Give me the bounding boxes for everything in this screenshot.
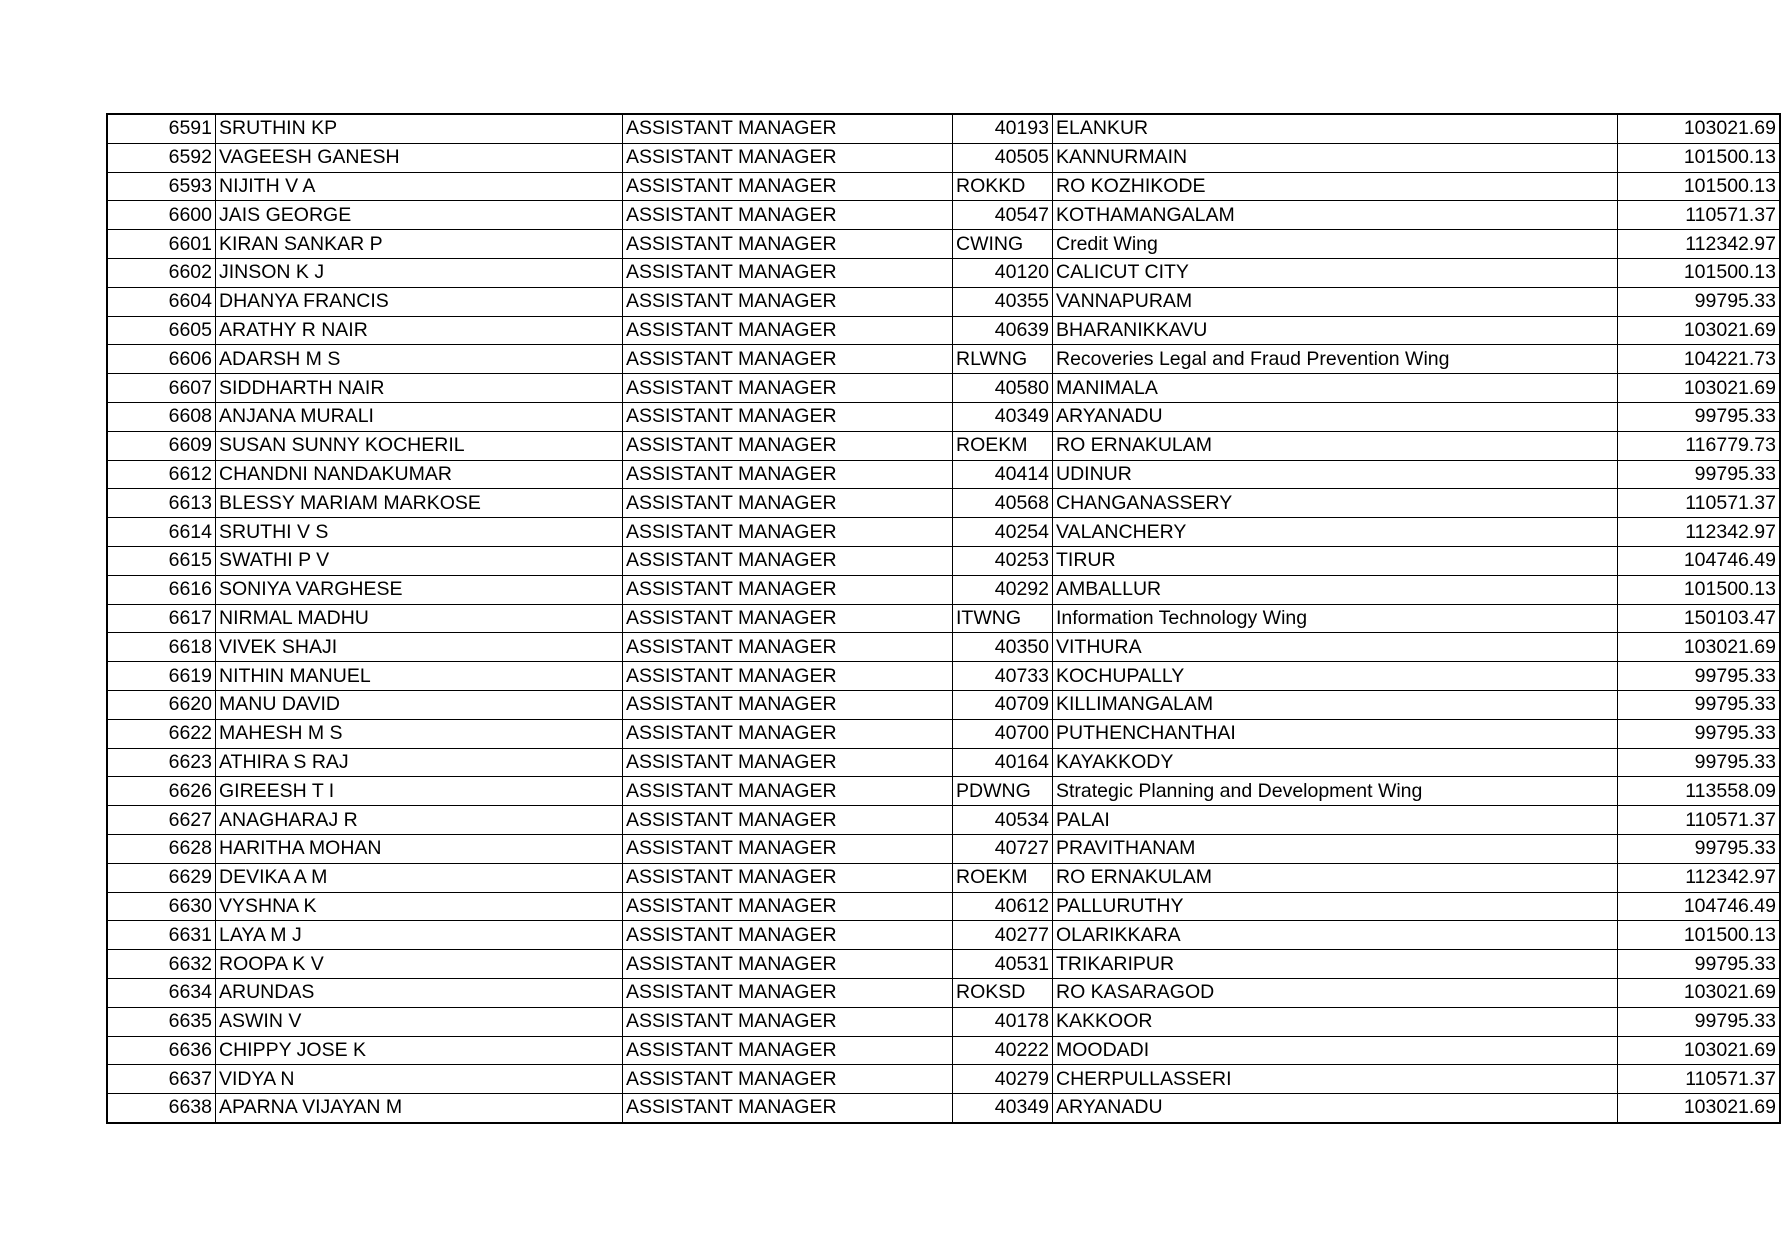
branch-code-cell: 40349	[953, 1094, 1053, 1123]
designation-cell: ASSISTANT MANAGER	[623, 690, 953, 719]
employee-number-cell: 6607	[107, 374, 216, 403]
amount-cell: 99795.33	[1618, 834, 1781, 863]
employee-number-cell: 6628	[107, 834, 216, 863]
designation-cell: ASSISTANT MANAGER	[623, 201, 953, 230]
employee-name-cell: SRUTHI V S	[216, 518, 623, 547]
employee-number-cell: 6613	[107, 489, 216, 518]
table-row	[107, 892, 1780, 921]
designation-cell: ASSISTANT MANAGER	[623, 863, 953, 892]
table-row	[107, 518, 1780, 547]
branch-code-cell: 40534	[953, 806, 1053, 835]
employee-name-cell: HARITHA MOHAN	[216, 834, 623, 863]
employee-number-cell: 6630	[107, 892, 216, 921]
designation-cell: ASSISTANT MANAGER	[623, 114, 953, 143]
branch-code-cell: 40709	[953, 690, 1053, 719]
branch-name-cell: KOTHAMANGALAM	[1053, 201, 1618, 230]
employee-number-cell: 6593	[107, 172, 216, 201]
branch-name-cell: Credit Wing	[1053, 230, 1618, 259]
employee-number-cell: 6615	[107, 546, 216, 575]
employee-number-cell: 6605	[107, 316, 216, 345]
designation-cell: ASSISTANT MANAGER	[623, 892, 953, 921]
employee-name-cell: ARATHY R NAIR	[216, 316, 623, 345]
designation-cell: ASSISTANT MANAGER	[623, 374, 953, 403]
branch-code-cell: 40254	[953, 518, 1053, 547]
table-row	[107, 777, 1780, 806]
designation-cell: ASSISTANT MANAGER	[623, 546, 953, 575]
designation-cell: ASSISTANT MANAGER	[623, 921, 953, 950]
employee-name-cell: ASWIN V	[216, 1007, 623, 1036]
branch-name-cell: Strategic Planning and Development Wing	[1053, 777, 1618, 806]
employee-name-cell: NITHIN MANUEL	[216, 662, 623, 691]
branch-code-cell: 40414	[953, 460, 1053, 489]
employee-name-cell: SIDDHARTH NAIR	[216, 374, 623, 403]
employee-number-cell: 6626	[107, 777, 216, 806]
employee-name-cell: ROOPA K V	[216, 950, 623, 979]
table-row	[107, 287, 1780, 316]
branch-name-cell: CALICUT CITY	[1053, 258, 1618, 287]
table-row	[107, 662, 1780, 691]
branch-code-cell: 40164	[953, 748, 1053, 777]
employee-name-cell: KIRAN SANKAR P	[216, 230, 623, 259]
employee-number-cell: 6620	[107, 690, 216, 719]
branch-code-cell: 40279	[953, 1065, 1053, 1094]
branch-code-cell: ITWNG	[953, 604, 1053, 633]
employee-name-cell: JINSON K J	[216, 258, 623, 287]
branch-code-cell: 40505	[953, 143, 1053, 172]
table-row	[107, 806, 1780, 835]
branch-name-cell: OLARIKKARA	[1053, 921, 1618, 950]
designation-cell: ASSISTANT MANAGER	[623, 489, 953, 518]
employee-name-cell: SWATHI P V	[216, 546, 623, 575]
amount-cell: 113558.09	[1618, 777, 1781, 806]
amount-cell: 110571.37	[1618, 489, 1781, 518]
branch-code-cell: 40253	[953, 546, 1053, 575]
amount-cell: 104221.73	[1618, 345, 1781, 374]
branch-name-cell: MANIMALA	[1053, 374, 1618, 403]
employee-number-cell: 6632	[107, 950, 216, 979]
designation-cell: ASSISTANT MANAGER	[623, 719, 953, 748]
employee-name-cell: NIJITH V A	[216, 172, 623, 201]
table-row	[107, 575, 1780, 604]
table-row	[107, 546, 1780, 575]
branch-name-cell: VALANCHERY	[1053, 518, 1618, 547]
employee-name-cell: ATHIRA S RAJ	[216, 748, 623, 777]
employee-number-cell: 6608	[107, 402, 216, 431]
table-row	[107, 230, 1780, 259]
branch-code-cell: CWING	[953, 230, 1053, 259]
employee-name-cell: VIVEK SHAJI	[216, 633, 623, 662]
designation-cell: ASSISTANT MANAGER	[623, 431, 953, 460]
branch-code-cell: 40547	[953, 201, 1053, 230]
table-row	[107, 978, 1780, 1007]
designation-cell: ASSISTANT MANAGER	[623, 1036, 953, 1065]
branch-code-cell: 40292	[953, 575, 1053, 604]
amount-cell: 99795.33	[1618, 1007, 1781, 1036]
branch-code-cell: 40612	[953, 892, 1053, 921]
amount-cell: 116779.73	[1618, 431, 1781, 460]
employee-name-cell: JAIS GEORGE	[216, 201, 623, 230]
table-row	[107, 863, 1780, 892]
designation-cell: ASSISTANT MANAGER	[623, 1094, 953, 1123]
branch-name-cell: KAKKOOR	[1053, 1007, 1618, 1036]
employee-number-cell: 6618	[107, 633, 216, 662]
employee-number-cell: 6627	[107, 806, 216, 835]
amount-cell: 112342.97	[1618, 230, 1781, 259]
employee-number-cell: 6616	[107, 575, 216, 604]
amount-cell: 99795.33	[1618, 662, 1781, 691]
branch-name-cell: RO ERNAKULAM	[1053, 431, 1618, 460]
amount-cell: 110571.37	[1618, 806, 1781, 835]
employee-name-cell: DEVIKA A M	[216, 863, 623, 892]
branch-code-cell: ROKSD	[953, 978, 1053, 1007]
table-row	[107, 690, 1780, 719]
employee-number-cell: 6604	[107, 287, 216, 316]
employee-number-cell: 6591	[107, 114, 216, 143]
designation-cell: ASSISTANT MANAGER	[623, 402, 953, 431]
table-row	[107, 201, 1780, 230]
table-row	[107, 114, 1780, 143]
amount-cell: 103021.69	[1618, 633, 1781, 662]
employee-name-cell: MAHESH M S	[216, 719, 623, 748]
employee-number-cell: 6592	[107, 143, 216, 172]
branch-name-cell: Information Technology Wing	[1053, 604, 1618, 633]
employee-name-cell: VAGEESH GANESH	[216, 143, 623, 172]
branch-name-cell: PUTHENCHANTHAI	[1053, 719, 1618, 748]
designation-cell: ASSISTANT MANAGER	[623, 575, 953, 604]
branch-name-cell: RO KASARAGOD	[1053, 978, 1618, 1007]
designation-cell: ASSISTANT MANAGER	[623, 1007, 953, 1036]
branch-code-cell: 40193	[953, 114, 1053, 143]
branch-name-cell: MOODADI	[1053, 1036, 1618, 1065]
table-row	[107, 489, 1780, 518]
table-row	[107, 143, 1780, 172]
amount-cell: 103021.69	[1618, 316, 1781, 345]
branch-code-cell: RLWNG	[953, 345, 1053, 374]
branch-name-cell: ARYANADU	[1053, 1094, 1618, 1123]
branch-code-cell: ROEKM	[953, 863, 1053, 892]
employee-number-cell: 6606	[107, 345, 216, 374]
branch-code-cell: 40355	[953, 287, 1053, 316]
employee-name-cell: CHANDNI NANDAKUMAR	[216, 460, 623, 489]
amount-cell: 103021.69	[1618, 1094, 1781, 1123]
branch-name-cell: RO ERNAKULAM	[1053, 863, 1618, 892]
branch-code-cell: 40349	[953, 402, 1053, 431]
branch-code-cell: 40580	[953, 374, 1053, 403]
amount-cell: 104746.49	[1618, 892, 1781, 921]
branch-name-cell: KANNURMAIN	[1053, 143, 1618, 172]
amount-cell: 99795.33	[1618, 690, 1781, 719]
table-row	[107, 374, 1780, 403]
employee-name-cell: MANU DAVID	[216, 690, 623, 719]
employee-name-cell: APARNA VIJAYAN M	[216, 1094, 623, 1123]
table-row	[107, 1094, 1780, 1123]
table-row	[107, 172, 1780, 201]
designation-cell: ASSISTANT MANAGER	[623, 345, 953, 374]
amount-cell: 99795.33	[1618, 402, 1781, 431]
table-row	[107, 345, 1780, 374]
employee-number-cell: 6634	[107, 978, 216, 1007]
table-row	[107, 921, 1780, 950]
table-row	[107, 633, 1780, 662]
table-row	[107, 1036, 1780, 1065]
employee-name-cell: DHANYA FRANCIS	[216, 287, 623, 316]
branch-name-cell: KOCHUPALLY	[1053, 662, 1618, 691]
branch-name-cell: ELANKUR	[1053, 114, 1618, 143]
branch-name-cell: TIRUR	[1053, 546, 1618, 575]
branch-name-cell: VITHURA	[1053, 633, 1618, 662]
employee-name-cell: CHIPPY JOSE K	[216, 1036, 623, 1065]
employee-number-cell: 6614	[107, 518, 216, 547]
table-row	[107, 748, 1780, 777]
amount-cell: 110571.37	[1618, 1065, 1781, 1094]
table-row	[107, 834, 1780, 863]
employee-name-cell: SONIYA VARGHESE	[216, 575, 623, 604]
employee-number-cell: 6636	[107, 1036, 216, 1065]
table-row	[107, 258, 1780, 287]
branch-name-cell: PALAI	[1053, 806, 1618, 835]
amount-cell: 104746.49	[1618, 546, 1781, 575]
branch-name-cell: TRIKARIPUR	[1053, 950, 1618, 979]
table-row	[107, 1065, 1780, 1094]
employee-name-cell: GIREESH T I	[216, 777, 623, 806]
designation-cell: ASSISTANT MANAGER	[623, 316, 953, 345]
employee-number-cell: 6623	[107, 748, 216, 777]
employee-name-cell: ARUNDAS	[216, 978, 623, 1007]
branch-code-cell: 40222	[953, 1036, 1053, 1065]
designation-cell: ASSISTANT MANAGER	[623, 834, 953, 863]
employee-name-cell: ANAGHARAJ R	[216, 806, 623, 835]
designation-cell: ASSISTANT MANAGER	[623, 662, 953, 691]
employee-name-cell: SRUTHIN KP	[216, 114, 623, 143]
amount-cell: 99795.33	[1618, 950, 1781, 979]
employee-number-cell: 6602	[107, 258, 216, 287]
branch-name-cell: Recoveries Legal and Fraud Prevention Wing	[1053, 345, 1618, 374]
employee-name-cell: NIRMAL MADHU	[216, 604, 623, 633]
amount-cell: 101500.13	[1618, 172, 1781, 201]
employee-number-cell: 6619	[107, 662, 216, 691]
employee-number-cell: 6609	[107, 431, 216, 460]
employee-table	[106, 113, 1781, 1124]
table-row	[107, 431, 1780, 460]
table-row	[107, 719, 1780, 748]
branch-name-cell: CHERPULLASSERI	[1053, 1065, 1618, 1094]
branch-name-cell: RO KOZHIKODE	[1053, 172, 1618, 201]
employee-number-cell: 6635	[107, 1007, 216, 1036]
amount-cell: 101500.13	[1618, 258, 1781, 287]
branch-code-cell: 40727	[953, 834, 1053, 863]
employee-number-cell: 6631	[107, 921, 216, 950]
amount-cell: 112342.97	[1618, 518, 1781, 547]
employee-number-cell: 6637	[107, 1065, 216, 1094]
amount-cell: 103021.69	[1618, 374, 1781, 403]
employee-name-cell: VIDYA N	[216, 1065, 623, 1094]
branch-name-cell: VANNAPURAM	[1053, 287, 1618, 316]
amount-cell: 101500.13	[1618, 921, 1781, 950]
employee-number-cell: 6601	[107, 230, 216, 259]
designation-cell: ASSISTANT MANAGER	[623, 172, 953, 201]
designation-cell: ASSISTANT MANAGER	[623, 633, 953, 662]
table-row	[107, 316, 1780, 345]
branch-code-cell: ROKKD	[953, 172, 1053, 201]
employee-number-cell: 6617	[107, 604, 216, 633]
amount-cell: 103021.69	[1618, 1036, 1781, 1065]
designation-cell: ASSISTANT MANAGER	[623, 230, 953, 259]
designation-cell: ASSISTANT MANAGER	[623, 518, 953, 547]
employee-name-cell: LAYA M J	[216, 921, 623, 950]
designation-cell: ASSISTANT MANAGER	[623, 604, 953, 633]
employee-number-cell: 6600	[107, 201, 216, 230]
designation-cell: ASSISTANT MANAGER	[623, 287, 953, 316]
employee-table-body	[107, 114, 1780, 1123]
branch-name-cell: KILLIMANGALAM	[1053, 690, 1618, 719]
designation-cell: ASSISTANT MANAGER	[623, 258, 953, 287]
table-row	[107, 950, 1780, 979]
amount-cell: 99795.33	[1618, 460, 1781, 489]
branch-code-cell: 40277	[953, 921, 1053, 950]
employee-name-cell: SUSAN SUNNY KOCHERIL	[216, 431, 623, 460]
employee-name-cell: ADARSH M S	[216, 345, 623, 374]
branch-code-cell: 40178	[953, 1007, 1053, 1036]
amount-cell: 99795.33	[1618, 748, 1781, 777]
designation-cell: ASSISTANT MANAGER	[623, 806, 953, 835]
branch-name-cell: PRAVITHANAM	[1053, 834, 1618, 863]
amount-cell: 101500.13	[1618, 143, 1781, 172]
designation-cell: ASSISTANT MANAGER	[623, 950, 953, 979]
branch-code-cell: 40639	[953, 316, 1053, 345]
amount-cell: 99795.33	[1618, 287, 1781, 316]
branch-code-cell: 40350	[953, 633, 1053, 662]
branch-name-cell: PALLURUTHY	[1053, 892, 1618, 921]
branch-name-cell: CHANGANASSERY	[1053, 489, 1618, 518]
branch-name-cell: BHARANIKKAVU	[1053, 316, 1618, 345]
designation-cell: ASSISTANT MANAGER	[623, 978, 953, 1007]
branch-code-cell: 40568	[953, 489, 1053, 518]
employee-name-cell: ANJANA MURALI	[216, 402, 623, 431]
branch-code-cell: 40120	[953, 258, 1053, 287]
amount-cell: 110571.37	[1618, 201, 1781, 230]
branch-code-cell: PDWNG	[953, 777, 1053, 806]
branch-name-cell: ARYANADU	[1053, 402, 1618, 431]
amount-cell: 103021.69	[1618, 978, 1781, 1007]
employee-name-cell: VYSHNA K	[216, 892, 623, 921]
designation-cell: ASSISTANT MANAGER	[623, 748, 953, 777]
amount-cell: 150103.47	[1618, 604, 1781, 633]
employee-name-cell: BLESSY MARIAM MARKOSE	[216, 489, 623, 518]
branch-name-cell: UDINUR	[1053, 460, 1618, 489]
designation-cell: ASSISTANT MANAGER	[623, 143, 953, 172]
amount-cell: 99795.33	[1618, 719, 1781, 748]
amount-cell: 101500.13	[1618, 575, 1781, 604]
branch-name-cell: KAYAKKODY	[1053, 748, 1618, 777]
designation-cell: ASSISTANT MANAGER	[623, 460, 953, 489]
table-row	[107, 402, 1780, 431]
employee-number-cell: 6622	[107, 719, 216, 748]
table-row	[107, 460, 1780, 489]
employee-number-cell: 6638	[107, 1094, 216, 1123]
branch-code-cell: 40700	[953, 719, 1053, 748]
table-row	[107, 604, 1780, 633]
table-row	[107, 1007, 1780, 1036]
branch-name-cell: AMBALLUR	[1053, 575, 1618, 604]
branch-code-cell: 40531	[953, 950, 1053, 979]
designation-cell: ASSISTANT MANAGER	[623, 777, 953, 806]
amount-cell: 112342.97	[1618, 863, 1781, 892]
employee-number-cell: 6612	[107, 460, 216, 489]
designation-cell: ASSISTANT MANAGER	[623, 1065, 953, 1094]
employee-number-cell: 6629	[107, 863, 216, 892]
branch-code-cell: 40733	[953, 662, 1053, 691]
branch-code-cell: ROEKM	[953, 431, 1053, 460]
amount-cell: 103021.69	[1618, 114, 1781, 143]
